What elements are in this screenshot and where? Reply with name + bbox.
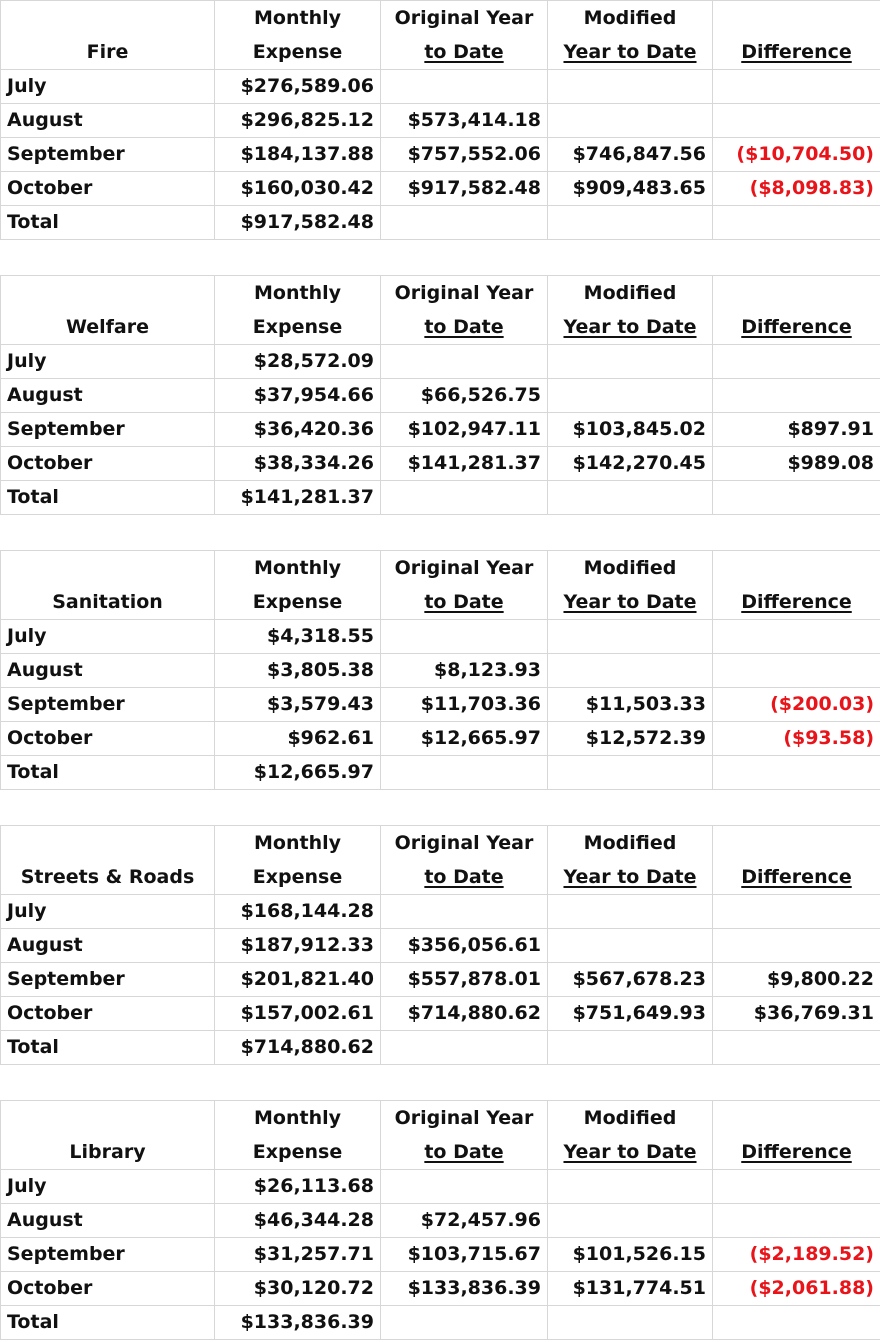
row-label-cell[interactable]: October (1, 447, 215, 481)
total-row (1, 481, 880, 515)
original-ytd-header[interactable] (381, 826, 548, 895)
monthly-expense-cell[interactable]: $296,825.12 (215, 104, 381, 138)
department-block-3 (0, 550, 880, 790)
difference-cell[interactable]: $989.08 (713, 447, 880, 481)
table-row (1, 895, 880, 929)
row-label-cell[interactable]: September (1, 1238, 215, 1272)
department-name-text: Welfare (65, 316, 150, 338)
original-ytd-cell[interactable]: $714,880.62 (381, 997, 548, 1031)
modified-header-line2: Year to Date (563, 316, 697, 338)
modified-ytd-header[interactable] (548, 551, 713, 620)
table-row (1, 688, 880, 722)
modified-ytd-cell[interactable] (548, 929, 713, 963)
modified-ytd-header[interactable] (548, 1, 713, 70)
monthly-header-line2: Expense (252, 316, 343, 338)
original-ytd-cell[interactable] (381, 1170, 548, 1204)
monthly-expense-cell[interactable]: $28,572.09 (215, 345, 381, 379)
table-row (1, 104, 880, 138)
row-label-cell[interactable]: August (1, 104, 215, 138)
difference-cell[interactable] (713, 620, 880, 654)
original-ytd-cell[interactable]: $141,281.37 (381, 447, 548, 481)
original-ytd-cell[interactable]: $11,703.36 (381, 688, 548, 722)
table-row (1, 1272, 880, 1306)
monthly-expense-header[interactable] (215, 1101, 381, 1170)
original-ytd-header[interactable] (381, 276, 548, 345)
monthly-expense-cell[interactable]: $157,002.61 (215, 997, 381, 1031)
difference-header[interactable] (713, 551, 880, 620)
difference-cell[interactable] (713, 1306, 880, 1340)
table-row (1, 447, 880, 481)
modified-ytd-cell[interactable] (548, 379, 713, 413)
department-block-2 (0, 275, 880, 515)
modified-ytd-cell[interactable]: $142,270.45 (548, 447, 713, 481)
modified-header-line1: Modified (583, 282, 677, 304)
modified-ytd-cell[interactable]: $567,678.23 (548, 963, 713, 997)
original-ytd-header[interactable] (381, 1, 548, 70)
original-header-line2: to Date (424, 1141, 504, 1163)
original-header-line1: Original Year (394, 832, 534, 854)
modified-ytd-cell[interactable] (548, 654, 713, 688)
row-label-cell[interactable]: August (1, 929, 215, 963)
modified-ytd-cell[interactable]: $101,526.15 (548, 1238, 713, 1272)
difference-cell[interactable]: $897.91 (713, 413, 880, 447)
difference-header-text: Difference (741, 41, 852, 63)
original-header-line2: to Date (424, 41, 504, 63)
modified-header-line1: Modified (583, 557, 677, 579)
original-header-line2: to Date (424, 316, 504, 338)
original-ytd-cell[interactable]: $757,552.06 (381, 138, 548, 172)
table-row (1, 654, 880, 688)
department-block-1 (0, 0, 880, 240)
difference-cell[interactable]: ($8,098.83) (713, 172, 880, 206)
monthly-header-line1: Monthly (254, 832, 341, 854)
monthly-expense-header[interactable] (215, 826, 381, 895)
row-label-cell[interactable]: October (1, 172, 215, 206)
monthly-expense-cell[interactable]: $4,318.55 (215, 620, 381, 654)
original-ytd-cell[interactable] (381, 1306, 548, 1340)
original-ytd-cell[interactable] (381, 206, 548, 240)
original-ytd-cell[interactable] (381, 756, 548, 790)
monthly-header-line1: Monthly (254, 557, 341, 579)
department-name[interactable] (1, 1, 215, 70)
table-row (1, 138, 880, 172)
difference-cell[interactable]: ($10,704.50) (713, 138, 880, 172)
row-label-cell[interactable]: August (1, 1204, 215, 1238)
original-ytd-cell[interactable]: $8,123.93 (381, 654, 548, 688)
monthly-header-line2: Expense (252, 866, 343, 888)
row-label-cell[interactable]: October (1, 1272, 215, 1306)
department-table (0, 275, 880, 515)
original-header-line2: to Date (424, 591, 504, 613)
original-ytd-cell[interactable]: $103,715.67 (381, 1238, 548, 1272)
modified-ytd-header[interactable] (548, 1101, 713, 1170)
difference-cell[interactable] (713, 1204, 880, 1238)
monthly-expense-cell[interactable]: $46,344.28 (215, 1204, 381, 1238)
difference-cell[interactable] (713, 1170, 880, 1204)
original-ytd-cell[interactable]: $72,457.96 (381, 1204, 548, 1238)
row-label-cell[interactable]: July (1, 620, 215, 654)
modified-ytd-cell[interactable] (548, 1204, 713, 1238)
row-label-cell[interactable]: September (1, 963, 215, 997)
modified-ytd-header[interactable] (548, 826, 713, 895)
original-header-line2: to Date (424, 866, 504, 888)
row-label-cell[interactable]: Total (1, 206, 215, 240)
table-row (1, 963, 880, 997)
modified-ytd-cell[interactable] (548, 104, 713, 138)
table-row (1, 997, 880, 1031)
difference-cell[interactable] (713, 756, 880, 790)
modified-ytd-cell[interactable]: $103,845.02 (548, 413, 713, 447)
modified-header-line2: Year to Date (563, 41, 697, 63)
monthly-header-line1: Monthly (254, 1107, 341, 1129)
difference-cell[interactable]: ($93.58) (713, 722, 880, 756)
total-row (1, 1031, 880, 1065)
difference-header[interactable] (713, 276, 880, 345)
table-row (1, 345, 880, 379)
row-label-cell[interactable]: Total (1, 1306, 215, 1340)
total-row (1, 756, 880, 790)
total-row (1, 206, 880, 240)
difference-header[interactable] (713, 1, 880, 70)
row-label-cell[interactable]: July (1, 70, 215, 104)
monthly-expense-cell[interactable]: $917,582.48 (215, 206, 381, 240)
original-ytd-cell[interactable]: $573,414.18 (381, 104, 548, 138)
difference-cell[interactable]: ($200.03) (713, 688, 880, 722)
header-row (1, 276, 880, 345)
department-name-text: Fire (86, 41, 129, 63)
department-table (0, 825, 880, 1065)
difference-cell[interactable] (713, 654, 880, 688)
original-ytd-header[interactable] (381, 551, 548, 620)
modified-ytd-cell[interactable] (548, 481, 713, 515)
original-ytd-cell[interactable] (381, 1031, 548, 1065)
difference-cell[interactable]: $9,800.22 (713, 963, 880, 997)
monthly-expense-cell[interactable]: $12,665.97 (215, 756, 381, 790)
modified-ytd-cell[interactable]: $11,503.33 (548, 688, 713, 722)
original-ytd-cell[interactable]: $12,665.97 (381, 722, 548, 756)
original-header-line1: Original Year (394, 7, 534, 29)
original-ytd-cell[interactable]: $102,947.11 (381, 413, 548, 447)
header-row (1, 551, 880, 620)
row-label-cell[interactable]: September (1, 688, 215, 722)
table-row (1, 413, 880, 447)
modified-ytd-cell[interactable] (548, 1306, 713, 1340)
monthly-expense-cell[interactable]: $141,281.37 (215, 481, 381, 515)
difference-cell[interactable]: $36,769.31 (713, 997, 880, 1031)
difference-header-text: Difference (741, 591, 852, 613)
department-table (0, 1100, 880, 1340)
monthly-expense-cell[interactable]: $160,030.42 (215, 172, 381, 206)
monthly-expense-header[interactable] (215, 1, 381, 70)
row-label-cell[interactable]: September (1, 138, 215, 172)
original-ytd-cell[interactable]: $356,056.61 (381, 929, 548, 963)
difference-cell[interactable]: ($2,061.88) (713, 1272, 880, 1306)
modified-header-line1: Modified (583, 1107, 677, 1129)
modified-ytd-cell[interactable]: $12,572.39 (548, 722, 713, 756)
department-block-4 (0, 825, 880, 1065)
original-ytd-cell[interactable]: $917,582.48 (381, 172, 548, 206)
monthly-header-line2: Expense (252, 1141, 343, 1163)
original-ytd-cell[interactable] (381, 895, 548, 929)
department-name[interactable] (1, 826, 215, 895)
modified-header-line1: Modified (583, 7, 677, 29)
modified-ytd-cell[interactable] (548, 206, 713, 240)
monthly-expense-cell[interactable]: $714,880.62 (215, 1031, 381, 1065)
monthly-expense-cell[interactable]: $133,836.39 (215, 1306, 381, 1340)
header-row (1, 1, 880, 70)
department-name[interactable] (1, 276, 215, 345)
monthly-expense-cell[interactable]: $36,420.36 (215, 413, 381, 447)
monthly-expense-header[interactable] (215, 276, 381, 345)
row-label-cell[interactable]: August (1, 654, 215, 688)
original-header-line1: Original Year (394, 282, 534, 304)
department-name[interactable] (1, 1101, 215, 1170)
department-name-text: Library (69, 1141, 146, 1163)
monthly-expense-cell[interactable]: $3,579.43 (215, 688, 381, 722)
table-row (1, 172, 880, 206)
original-ytd-cell[interactable]: $557,878.01 (381, 963, 548, 997)
monthly-expense-cell[interactable]: $962.61 (215, 722, 381, 756)
modified-ytd-cell[interactable] (548, 895, 713, 929)
table-row (1, 722, 880, 756)
modified-header-line2: Year to Date (563, 866, 697, 888)
original-ytd-cell[interactable]: $133,836.39 (381, 1272, 548, 1306)
difference-header-text: Difference (741, 866, 852, 888)
original-header-line1: Original Year (394, 1107, 534, 1129)
modified-header-line2: Year to Date (563, 591, 697, 613)
row-label-cell[interactable]: August (1, 379, 215, 413)
modified-ytd-cell[interactable] (548, 1170, 713, 1204)
row-label-cell[interactable]: Total (1, 481, 215, 515)
difference-header-text: Difference (741, 1141, 852, 1163)
difference-header[interactable] (713, 1101, 880, 1170)
monthly-expense-cell[interactable]: $168,144.28 (215, 895, 381, 929)
difference-header[interactable] (713, 826, 880, 895)
difference-cell[interactable] (713, 379, 880, 413)
modified-ytd-cell[interactable] (548, 70, 713, 104)
difference-cell[interactable]: ($2,189.52) (713, 1238, 880, 1272)
monthly-expense-cell[interactable]: $184,137.88 (215, 138, 381, 172)
difference-cell[interactable] (713, 929, 880, 963)
modified-ytd-header[interactable] (548, 276, 713, 345)
table-row (1, 620, 880, 654)
monthly-expense-cell[interactable]: $187,912.33 (215, 929, 381, 963)
modified-ytd-cell[interactable]: $909,483.65 (548, 172, 713, 206)
row-label-cell[interactable]: July (1, 895, 215, 929)
monthly-expense-cell[interactable]: $201,821.40 (215, 963, 381, 997)
difference-cell[interactable] (713, 104, 880, 138)
department-name-text: Streets & Roads (20, 866, 195, 888)
monthly-header-line2: Expense (252, 41, 343, 63)
modified-ytd-cell[interactable] (548, 345, 713, 379)
monthly-expense-cell[interactable]: $38,334.26 (215, 447, 381, 481)
department-table (0, 550, 880, 790)
original-header-line1: Original Year (394, 557, 534, 579)
department-table (0, 0, 880, 240)
modified-header-line1: Modified (583, 832, 677, 854)
original-ytd-cell[interactable]: $66,526.75 (381, 379, 548, 413)
row-label-cell[interactable]: October (1, 997, 215, 1031)
table-row (1, 379, 880, 413)
table-row (1, 929, 880, 963)
difference-cell[interactable] (713, 345, 880, 379)
monthly-expense-header[interactable] (215, 551, 381, 620)
monthly-expense-cell[interactable]: $31,257.71 (215, 1238, 381, 1272)
difference-header-text: Difference (741, 316, 852, 338)
modified-header-line2: Year to Date (563, 1141, 697, 1163)
modified-ytd-cell[interactable] (548, 756, 713, 790)
difference-cell[interactable] (713, 895, 880, 929)
row-label-cell[interactable]: July (1, 345, 215, 379)
original-ytd-cell[interactable] (381, 481, 548, 515)
difference-cell[interactable] (713, 206, 880, 240)
modified-ytd-cell[interactable] (548, 620, 713, 654)
monthly-expense-cell[interactable]: $30,120.72 (215, 1272, 381, 1306)
table-row (1, 1170, 880, 1204)
modified-ytd-cell[interactable]: $751,649.93 (548, 997, 713, 1031)
header-row (1, 826, 880, 895)
original-ytd-cell[interactable] (381, 345, 548, 379)
table-row (1, 1238, 880, 1272)
row-label-cell[interactable]: Total (1, 756, 215, 790)
department-name-text: Sanitation (52, 591, 163, 613)
department-block-5 (0, 1100, 880, 1340)
original-ytd-cell[interactable] (381, 620, 548, 654)
row-label-cell[interactable]: October (1, 722, 215, 756)
row-label-cell[interactable]: September (1, 413, 215, 447)
modified-ytd-cell[interactable] (548, 1031, 713, 1065)
row-label-cell[interactable]: July (1, 1170, 215, 1204)
difference-cell[interactable] (713, 1031, 880, 1065)
original-ytd-header[interactable] (381, 1101, 548, 1170)
monthly-expense-cell[interactable]: $26,113.68 (215, 1170, 381, 1204)
difference-cell[interactable] (713, 70, 880, 104)
monthly-header-line1: Monthly (254, 7, 341, 29)
department-name[interactable] (1, 551, 215, 620)
monthly-header-line2: Expense (252, 591, 343, 613)
monthly-expense-cell[interactable]: $3,805.38 (215, 654, 381, 688)
header-row (1, 1101, 880, 1170)
modified-ytd-cell[interactable]: $746,847.56 (548, 138, 713, 172)
table-row (1, 70, 880, 104)
original-ytd-cell[interactable] (381, 70, 548, 104)
monthly-expense-cell[interactable]: $276,589.06 (215, 70, 381, 104)
modified-ytd-cell[interactable]: $131,774.51 (548, 1272, 713, 1306)
monthly-header-line1: Monthly (254, 282, 341, 304)
monthly-expense-cell[interactable]: $37,954.66 (215, 379, 381, 413)
row-label-cell[interactable]: Total (1, 1031, 215, 1065)
total-row (1, 1306, 880, 1340)
table-row (1, 1204, 880, 1238)
difference-cell[interactable] (713, 481, 880, 515)
